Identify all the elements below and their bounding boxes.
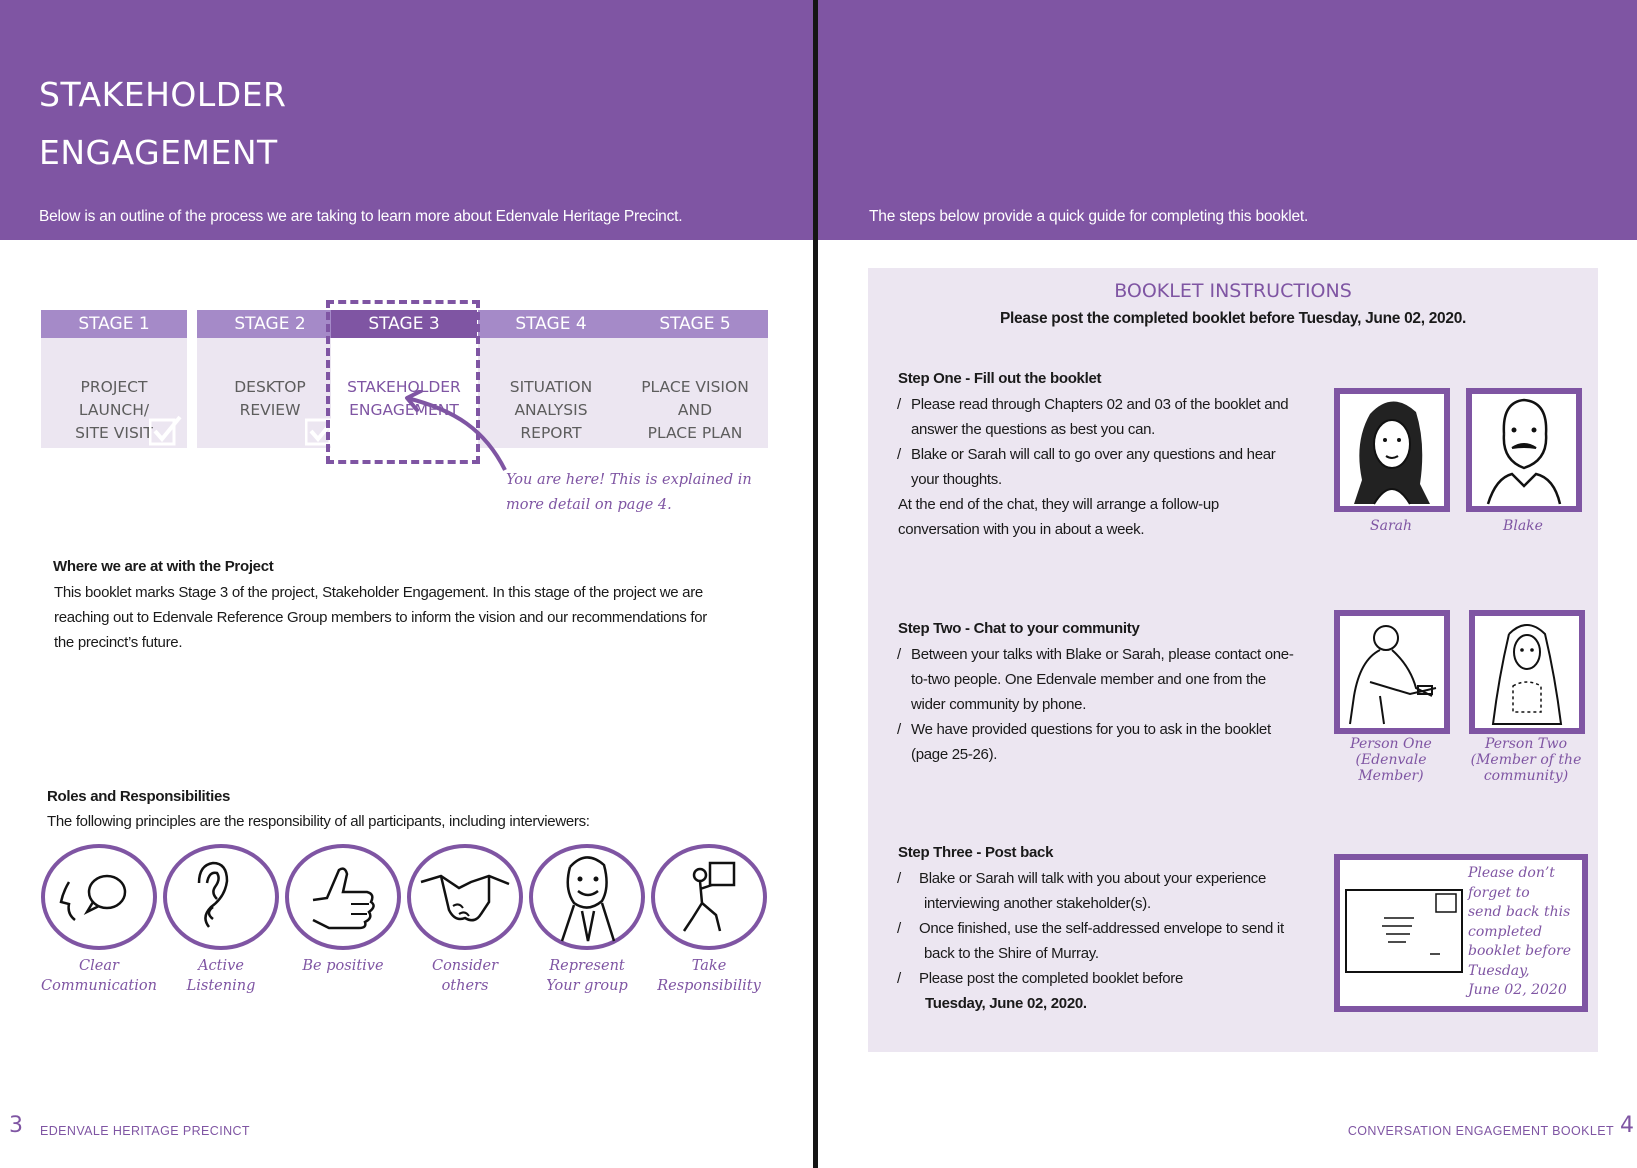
page-number: 3 [9, 1113, 23, 1138]
stage-5 [622, 310, 768, 448]
caption-line: Member) [1358, 768, 1424, 784]
where-paragraph [54, 580, 707, 655]
stage-line: AND [677, 401, 713, 419]
principle-label [163, 956, 279, 996]
stage-line: SITUATION [509, 378, 593, 396]
note-line: Please don’t [1468, 865, 1555, 881]
left-banner-subtitle: Below is an outline of the process we are taking to learn more about Edenvale Heritage Precinct. [39, 208, 683, 225]
blake-caption: Blake [1503, 518, 1543, 534]
bullet-line: answer the questions as best you can. [911, 421, 1156, 438]
stage-label: STAGE 3 [331, 310, 477, 338]
stage-description [622, 376, 768, 445]
caption-line: (Member of the [1470, 752, 1582, 768]
step-one-heading: Step One - Fill out the booklet [898, 370, 1102, 387]
roles-heading: Roles and Responsibilities [47, 788, 231, 805]
bullet-slash: / [897, 920, 901, 937]
bullet-line: (page 25-26). [911, 746, 998, 763]
stage-line: ANALYSIS [514, 401, 588, 419]
principle-circle [651, 844, 767, 950]
stage-line: REVIEW [239, 401, 301, 419]
note-line: send back this [1468, 904, 1571, 920]
step-one-paragraph [898, 492, 1219, 542]
envelope-reminder [1334, 854, 1588, 1012]
you-are-here-note [506, 468, 752, 518]
caption-line: community) [1483, 768, 1569, 784]
caption-line: Person Two [1484, 736, 1568, 752]
stage-label: STAGE 2 [197, 310, 343, 338]
step-two-bullet-1 [897, 642, 1294, 717]
person-carrying-box-icon [676, 859, 742, 935]
bullet-line: Please post the completed booklet before [919, 970, 1184, 987]
paragraph-line: This booklet marks Stage 3 of the project, Stakeholder Engagement. In this stage of the project we are [54, 584, 703, 601]
instructions-panel [868, 268, 1598, 1052]
step-three-bullet-2 [897, 916, 1284, 966]
stage-label: STAGE 4 [478, 310, 624, 338]
note-line: completed [1468, 923, 1543, 940]
principle-label [651, 956, 767, 996]
principle-circle [41, 844, 157, 950]
principle-circle [407, 844, 523, 950]
bullet-line: Between your talks with Blake or Sarah, please contact one- [911, 646, 1294, 663]
label-line: Represent [549, 958, 625, 974]
curved-arrow-icon [395, 390, 515, 480]
bullet-slash: / [897, 721, 901, 738]
blake-portrait [1466, 388, 1582, 512]
step-two-bullet-2 [897, 717, 1271, 767]
bullet-line: Tuesday, June 02, 2020. [925, 995, 1087, 1012]
representative-face-icon [552, 851, 622, 943]
bullet-slash: / [897, 396, 901, 413]
label-line: Consider [431, 958, 499, 974]
stage-line: PLACE PLAN [647, 424, 743, 442]
stage-label: STAGE 5 [622, 310, 768, 338]
person-two-caption [1461, 736, 1591, 784]
stage-line: ENGAGEMENT [349, 401, 459, 419]
paragraph-line: conversation with you in about a week. [898, 521, 1145, 538]
stage-line: STAKEHOLDER [347, 378, 461, 396]
stage-body [197, 338, 343, 448]
paragraph-line: reaching out to Edenvale Reference Group members to inform the vision and our recommendations for [54, 609, 707, 626]
step-three-heading: Step Three - Post back [898, 844, 1054, 861]
label-line: Be positive [302, 958, 384, 974]
bullet-line: interviewing another stakeholder(s). [924, 895, 1151, 912]
note-line: Tuesday, [1468, 962, 1530, 979]
stage-line: PROJECT [80, 378, 148, 396]
seated-person-icon [1340, 616, 1444, 728]
sarah-caption: Sarah [1370, 518, 1412, 534]
note-line: June 02, 2020 [1468, 982, 1567, 998]
woman-long-hair-icon [1475, 616, 1579, 728]
step-three-bullet-1 [897, 866, 1267, 916]
page-title [39, 66, 286, 182]
note-line: forget to [1468, 884, 1530, 901]
footer-title: CONVERSATION ENGAGEMENT BOOKLET [1347, 1124, 1614, 1138]
bullet-line: Please read through Chapters 02 and 03 of the booklet and [911, 396, 1289, 413]
label-line: Take [691, 958, 727, 974]
principle-clear-communication [41, 844, 157, 996]
woman-portrait-icon [1340, 394, 1444, 506]
paragraph-line: At the end of the chat, they will arrange a follow-up [898, 496, 1219, 513]
label-line: Clear [79, 958, 119, 974]
principle-label [41, 956, 157, 996]
ear-icon [191, 857, 251, 937]
bullet-line: Blake or Sarah will call to go over any questions and hear [911, 446, 1276, 463]
stage-body [41, 338, 187, 448]
note-line: more detail on page 4. [506, 497, 672, 513]
bullet-slash: / [897, 646, 901, 663]
speech-icon [59, 862, 139, 932]
bullet-slash: / [897, 970, 901, 987]
label-line: Communication [41, 978, 157, 994]
bullet-line: wider community by phone. [911, 696, 1087, 713]
bullet-line: Once finished, use the self-addressed envelope to send it [919, 920, 1284, 937]
stage-line: DESKTOP [234, 378, 306, 396]
checkmark-icon [149, 414, 183, 446]
person-two-portrait [1469, 610, 1585, 734]
title-line-2: ENGAGEMENT [39, 133, 278, 172]
label-line: Listening [186, 978, 256, 994]
note-line: booklet before [1468, 943, 1571, 959]
label-line: Responsibility [657, 978, 761, 994]
principle-take-responsibility [651, 844, 767, 996]
bullet-line: your thoughts. [911, 471, 1002, 488]
right-header-banner [818, 0, 1637, 240]
stage-line: SITE VISIT [75, 424, 153, 442]
man-portrait-icon [1472, 394, 1576, 506]
left-header-banner [0, 0, 813, 240]
bullet-slash: / [897, 870, 901, 887]
principle-circle [163, 844, 279, 950]
note-line: You are here! This is explained in [506, 472, 752, 488]
stage-line: PLACE VISION [641, 378, 749, 396]
handshake-icon [419, 862, 511, 932]
bullet-line: Blake or Sarah will talk with you about your experience [919, 870, 1267, 887]
person-one-portrait [1334, 610, 1450, 734]
caption-line: Person One [1350, 736, 1432, 752]
bullet-line: back to the Shire of Murray. [924, 945, 1099, 962]
page-number: 4 [1620, 1113, 1634, 1138]
envelope-icon [1344, 888, 1464, 974]
stage-1 [41, 310, 187, 448]
step-one-bullet-2 [897, 442, 1276, 492]
bullet-line: We have provided questions for you to ask in the booklet [911, 721, 1271, 738]
stage-label: STAGE 1 [41, 310, 187, 338]
where-heading: Where we are at with the Project [53, 558, 274, 575]
bullet-slash: / [897, 446, 901, 463]
footer-title: EDENVALE HERITAGE PRECINCT [40, 1124, 250, 1138]
instructions-subtitle: Please post the completed booklet before Tuesday, June 02, 2020. [999, 310, 1467, 327]
principle-circle [285, 844, 401, 950]
stage-body [622, 338, 768, 448]
stage-line: LAUNCH/ [78, 401, 150, 419]
person-one-caption [1326, 736, 1456, 784]
principle-represent-your-group [529, 844, 645, 996]
right-banner-subtitle: The steps below provide a quick guide for completing this booklet. [869, 208, 1309, 225]
principle-label [285, 956, 401, 976]
step-one-bullet-1 [897, 392, 1289, 442]
paragraph-line: the precinct’s future. [54, 634, 183, 651]
principle-circle [529, 844, 645, 950]
step-three-bullet-3 [897, 966, 1184, 1016]
label-line: Active [198, 958, 244, 974]
left-page [0, 0, 813, 1168]
roles-intro: The following principles are the responsibility of all participants, including interviewers: [47, 813, 590, 830]
principle-be-positive [285, 844, 401, 976]
sarah-portrait [1334, 388, 1450, 512]
stage-2 [197, 310, 343, 448]
bullet-line: to-two people. One Edenvale member and one from the [911, 671, 1266, 688]
principle-active-listening [163, 844, 279, 996]
title-line-1: STAKEHOLDER [39, 75, 287, 114]
label-line: others [441, 978, 489, 994]
principle-label [529, 956, 645, 996]
thumbs-up-icon [305, 860, 381, 934]
reminder-note [1468, 864, 1571, 1001]
right-page [818, 0, 1637, 1168]
label-line: Your group [546, 978, 628, 994]
principle-consider-others [407, 844, 523, 996]
principle-label [407, 956, 523, 996]
instructions-title: BOOKLET INSTRUCTIONS [1114, 280, 1352, 302]
caption-line: (Edenvale [1355, 752, 1427, 768]
step-two-heading: Step Two - Chat to your community [898, 620, 1140, 637]
stage-line: REPORT [520, 424, 582, 442]
